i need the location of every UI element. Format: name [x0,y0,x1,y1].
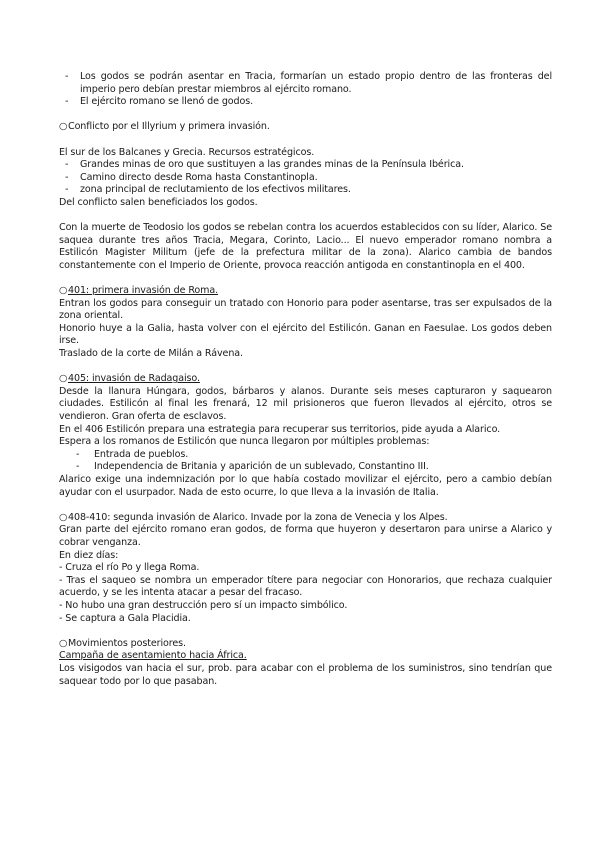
paragraph: En el 406 Estilicón prepara una estrategia para recuperar sus territorios, pide ayuda a Alarico. [59,423,501,435]
list-item: - El ejército romano se llenó de godos. [65,96,254,108]
section-heading: ○405: invasión de Radagaiso. [59,373,200,385]
paragraph: Del conflicto salen beneficiados los godos. [59,196,258,208]
paragraph: Con la muerte de Teodosio los godos se rebelan contra los acuerdos establecidos con su líder, Alarico. Se saquea durante tres años Tracia, Megara, Corinto, Lacio... El nuevo emperador romano nombra a Estilicón Magister Militum (jefe de la prefectura militar de la zona). Alarico cambia de bandos constantemente con el Imperio de Oriente, provoca reacción antigoda en constantinopla en el 400. [59,222,552,271]
paragraph: Entran los godos para conseguir un tratado con Honorio para poder asentarse, tras ser expulsados de la zona oriental. [59,297,552,322]
paragraph: Traslado de la corte de Milán a Rávena. [59,348,243,360]
document-page [59,71,552,688]
circle-bullet-icon: ○ [59,373,68,385]
paragraph: El sur de los Balcanes y Grecia. Recursos estratégicos. [59,146,315,158]
paragraph: Los visigodos van hacia el sur, prob. para acabar con el problema de los suministros, sino tendrían que saquear todo por lo que pasaban. [59,662,552,687]
list-item: - Independencia de Britania y aparición de un sublevado, Constantino III. [76,461,429,473]
circle-bullet-icon: ○ [59,285,68,297]
list-item: - No hubo una gran destrucción pero sí un impacto simbólico. [59,599,348,611]
circle-bullet-icon: ○ [59,121,68,133]
list-item: - Entrada de pueblos. [76,448,189,460]
section-heading: ○Movimientos posteriores. [59,637,186,649]
list-item: - Cruza el río Po y llega Roma. [59,562,200,574]
list-item: - Camino directo desde Roma hasta Constantinopla. [65,171,318,183]
paragraph: En diez días: [59,549,119,561]
paragraph: Alarico exige una indemnización por lo que había costado movilizar el ejército, pero a cambio debían ayudar con el usurpador. Nada de esto ocurre, lo que lleva a la invasión de Italia. [59,474,552,498]
section-heading: ○Conflicto por el Illyrium y primera invasión. [59,121,270,133]
list-item: - Se captura a Gala Placidia. [59,612,191,624]
list-item: - Los godos se podrán asentar en Tracia, formarían un estado propio dentro de las fronteras del imperio pero debían prestar miembros al ejército romano. [65,71,552,95]
section-heading: ○401: primera invasión de Roma. [59,285,219,297]
paragraph: Espera a los romanos de Estilicón que nunca llegaron por múltiples problemas: [59,436,430,448]
paragraph: Gran parte del ejército romano eran godos, de forma que huyeron y desertaron para unirse a Alarico y cobrar venganza. [59,524,552,548]
list-item: - Tras el saqueo se nombra un emperador títere para negociar con Honorarios, que rechaza cualquier acuerdo, y se les intenta atacar a pesar del fracaso. [59,574,552,599]
list-item: - Grandes minas de oro que sustituyen a las grandes minas de la Península Ibérica. [65,159,464,171]
circle-bullet-icon: ○ [59,511,68,523]
paragraph: Honorio huye a la Galia, hasta volver con el ejército del Estilicón. Ganan en Faesulae. Los godos deben irse. [59,322,552,347]
circle-bullet-icon: ○ [59,637,68,649]
paragraph: Desde la llanura Húngara, godos, bárbaros y alanos. Durante seis meses capturaron y saquearon ciudades. Estilicón al final les frenará, 12 mil prisioneros que fueron llevados al ejército, otros se vendieron. Gran oferta de esclavos. [59,385,552,423]
list-item: - zona principal de reclutamiento de los efectivos militares. [65,184,351,196]
section-heading: ○408-410: segunda invasión de Alarico. Invade por la zona de Venecia y los Alpes. [59,511,448,523]
subheading: Campaña de asentamiento hacia África. [59,650,247,662]
